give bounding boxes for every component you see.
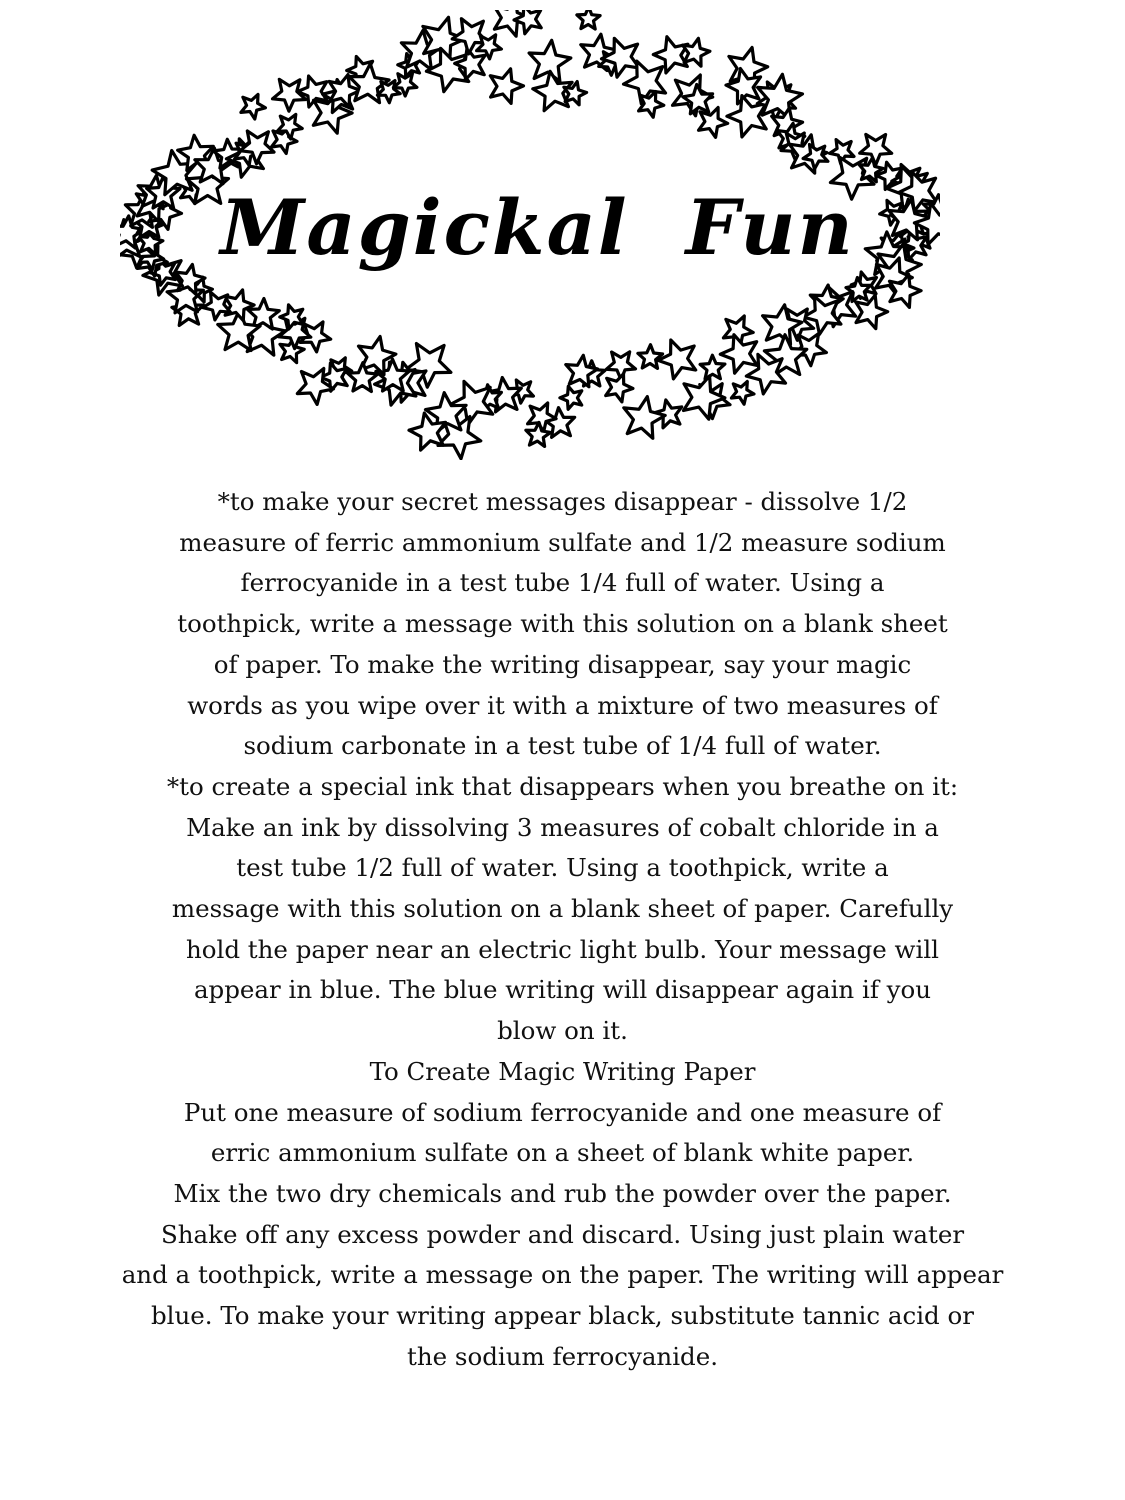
text-line: blue. To make your writing appear black, substitute tannic acid or bbox=[151, 1301, 974, 1331]
star-icon bbox=[560, 386, 582, 409]
text-line: the sodium ferrocyanide. bbox=[406, 1341, 719, 1371]
star-icon bbox=[348, 363, 378, 392]
star-icon bbox=[490, 69, 523, 104]
text-line: erric ammonium sulfate on a sheet of blank white paper. bbox=[210, 1138, 915, 1168]
text-line: Shake off any excess powder and discard. Using just plain water bbox=[160, 1219, 965, 1249]
text-line: *to make your secret messages disappear - dissolve 1/2 bbox=[217, 487, 908, 516]
star-icon bbox=[639, 92, 664, 118]
star-icon bbox=[699, 108, 728, 138]
section-heading: To Create Magic Writing Paper bbox=[369, 1056, 756, 1086]
star-icon bbox=[720, 335, 757, 374]
star-icon bbox=[638, 345, 663, 369]
text-line: blow on it. bbox=[497, 1016, 628, 1046]
text-line: and a toothpick, write a message on the paper. The writing will appear bbox=[121, 1260, 1004, 1290]
text-line: Make an ink by dissolving 3 measures of cobalt chloride in a bbox=[186, 812, 939, 842]
text-line: toothpick, write a message with this solution on a blank sheet bbox=[177, 609, 948, 639]
star-icon bbox=[606, 374, 633, 402]
star-icon bbox=[700, 355, 725, 379]
star-icon bbox=[684, 376, 725, 419]
star-icon bbox=[577, 10, 600, 29]
text-line: Put one measure of sodium ferrocyanide and one measure of bbox=[183, 1097, 942, 1127]
body-text bbox=[40, 482, 1085, 1377]
text-line: Mix the two dry chemicals and rub the powder over the paper. bbox=[173, 1178, 952, 1208]
text-line: measure of ferric ammonium sulfate and 1/2 measure sodium bbox=[179, 527, 946, 557]
text-line: words as you wipe over it with a mixture of two measures of bbox=[187, 690, 938, 720]
text-line: of paper. To make the writing disappear, say your magic bbox=[213, 649, 912, 679]
text-line: appear in blue. The blue writing will disappear again if you bbox=[193, 975, 932, 1005]
star-icon bbox=[758, 74, 803, 119]
star-icon bbox=[731, 382, 754, 405]
text-line: sodium carbonate in a test tube of 1/4 full of water. bbox=[243, 731, 882, 761]
star-icon bbox=[273, 79, 306, 111]
star-icon bbox=[241, 94, 266, 119]
star-icon bbox=[856, 295, 888, 329]
text-line: hold the paper near an electric light bulb. Your message will bbox=[185, 934, 940, 964]
text-line: ferrocyanide in a test tube 1/4 full of water. Using a bbox=[240, 568, 885, 598]
star-icon bbox=[526, 422, 551, 446]
star-icon bbox=[683, 38, 710, 66]
star-icon bbox=[624, 397, 665, 439]
text-line: message with this solution on a blank sheet of paper. Carefully bbox=[171, 894, 954, 924]
text-line: *to create a special ink that disappears when you breathe on it: bbox=[166, 771, 959, 801]
text-line: test tube 1/2 full of water. Using a toothpick, write a bbox=[236, 853, 889, 883]
page-title: Magickal Fun bbox=[220, 183, 855, 272]
star-icon bbox=[658, 340, 696, 379]
